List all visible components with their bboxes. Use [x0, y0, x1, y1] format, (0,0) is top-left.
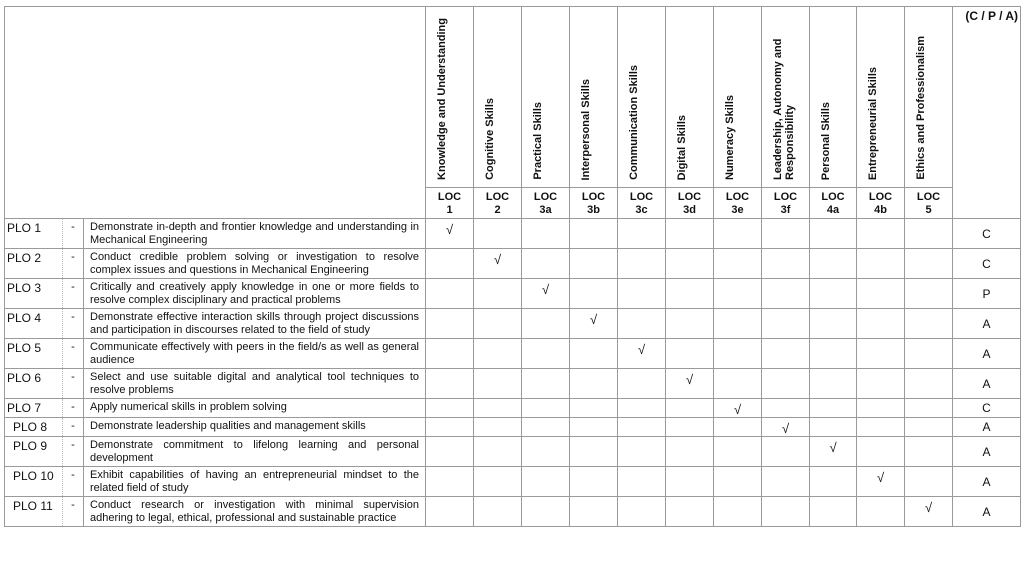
empty-cell — [426, 399, 474, 418]
check-mark-cell: √ — [474, 249, 522, 279]
plo-code: PLO 8 — [5, 418, 63, 437]
empty-cell — [905, 418, 953, 437]
loc-code: 3e — [731, 203, 744, 216]
empty-cell — [570, 279, 618, 309]
empty-cell — [857, 219, 905, 249]
empty-cell — [474, 339, 522, 369]
plo-description: Select and use suitable digital and analytical tool techniques to resolve problems — [84, 369, 426, 399]
table-row — [5, 467, 1021, 497]
empty-cell — [522, 418, 570, 437]
empty-cell — [474, 309, 522, 339]
loc-header — [426, 188, 474, 219]
empty-cell — [714, 497, 762, 527]
plo-code: PLO 6 — [5, 369, 63, 399]
loc-header — [810, 188, 857, 219]
empty-cell — [522, 399, 570, 418]
empty-cell — [426, 339, 474, 369]
dash-separator: - — [63, 369, 84, 399]
empty-cell — [426, 249, 474, 279]
empty-cell — [666, 418, 714, 437]
empty-cell — [426, 279, 474, 309]
dash-separator: - — [63, 339, 84, 369]
empty-cell — [426, 418, 474, 437]
empty-cell — [666, 467, 714, 497]
empty-cell — [618, 219, 666, 249]
plo-code: PLO 4 — [5, 309, 63, 339]
loc-code: 1 — [446, 203, 453, 216]
empty-cell — [857, 437, 905, 467]
loc-header — [857, 188, 905, 219]
empty-cell — [762, 279, 810, 309]
empty-cell — [522, 309, 570, 339]
check-mark-cell: √ — [810, 437, 857, 467]
cpa-value: A — [953, 467, 1021, 497]
empty-cell — [570, 497, 618, 527]
cpa-value: A — [953, 497, 1021, 527]
empty-cell — [810, 339, 857, 369]
empty-cell — [905, 219, 953, 249]
loc-label: LOC — [629, 190, 654, 203]
empty-cell — [570, 219, 618, 249]
loc-label: LOC — [725, 190, 750, 203]
loc-header — [474, 188, 522, 219]
empty-cell — [762, 369, 810, 399]
table-row — [5, 219, 1021, 249]
empty-cell — [810, 497, 857, 527]
loc-label: LOC — [916, 190, 941, 203]
empty-cell — [714, 467, 762, 497]
plo-description: Demonstrate effective interaction skills through project discussions and participation in discourses related to the field of study — [84, 309, 426, 339]
loc-label: LOC — [581, 190, 606, 203]
empty-cell — [570, 339, 618, 369]
empty-cell — [857, 339, 905, 369]
dash-separator: - — [63, 497, 84, 527]
empty-cell — [618, 437, 666, 467]
empty-cell — [666, 399, 714, 418]
empty-cell — [714, 339, 762, 369]
skill-name: Practical Skills — [532, 102, 545, 180]
check-mark-cell: √ — [618, 339, 666, 369]
loc-label: LOC — [868, 190, 893, 203]
empty-cell — [426, 309, 474, 339]
loc-code: 5 — [925, 203, 932, 216]
check-mark-cell: √ — [857, 467, 905, 497]
loc-label: LOC — [485, 190, 510, 203]
loc-header — [714, 188, 762, 219]
cpa-value: C — [953, 219, 1021, 249]
loc-code: 4b — [874, 203, 887, 216]
empty-cell — [618, 418, 666, 437]
plo-description: Conduct research or investigation with minimal supervision adhering to legal, ethical, professional and sustainable practice — [84, 497, 426, 527]
empty-cell — [810, 249, 857, 279]
empty-cell — [522, 219, 570, 249]
empty-cell — [618, 249, 666, 279]
empty-cell — [810, 309, 857, 339]
table-row — [5, 339, 1021, 369]
table-row — [5, 399, 1021, 418]
empty-cell — [762, 249, 810, 279]
empty-cell — [426, 437, 474, 467]
empty-cell — [522, 369, 570, 399]
skill-header — [714, 7, 762, 188]
plo-code: PLO 11 — [5, 497, 63, 527]
empty-cell — [810, 399, 857, 418]
skill-name: Interpersonal Skills — [580, 78, 593, 180]
plo-code: PLO 1 — [5, 219, 63, 249]
loc-code: 3a — [539, 203, 552, 216]
loc-code: 3c — [635, 203, 648, 216]
empty-cell — [810, 467, 857, 497]
empty-cell — [905, 399, 953, 418]
empty-cell — [666, 339, 714, 369]
empty-cell — [905, 249, 953, 279]
loc-header — [905, 188, 953, 219]
empty-cell — [474, 437, 522, 467]
cpa-value: A — [953, 309, 1021, 339]
plo-description: Demonstrate leadership qualities and management skills — [84, 418, 426, 437]
empty-cell — [570, 249, 618, 279]
skill-header — [905, 7, 953, 188]
check-mark-cell: √ — [426, 219, 474, 249]
skill-header — [810, 7, 857, 188]
empty-cell — [714, 309, 762, 339]
empty-cell — [857, 369, 905, 399]
empty-cell — [474, 497, 522, 527]
empty-cell — [570, 437, 618, 467]
empty-cell — [666, 437, 714, 467]
empty-cell — [905, 279, 953, 309]
table-row — [5, 418, 1021, 437]
cpa-value: A — [953, 339, 1021, 369]
cpa-header: (C / P / A) — [953, 7, 1021, 219]
empty-cell — [905, 467, 953, 497]
check-mark-cell: √ — [905, 497, 953, 527]
empty-cell — [666, 249, 714, 279]
skill-header — [522, 7, 570, 188]
loc-label: LOC — [773, 190, 798, 203]
empty-cell — [570, 418, 618, 437]
dash-separator: - — [63, 437, 84, 467]
plo-code: PLO 2 — [5, 249, 63, 279]
check-mark-cell: √ — [522, 279, 570, 309]
skill-name: Digital Skills — [676, 114, 689, 180]
empty-cell — [714, 369, 762, 399]
skill-name: Leadership, Autonomy and Responsibility — [772, 38, 797, 180]
cpa-value: A — [953, 418, 1021, 437]
check-mark-cell: √ — [570, 309, 618, 339]
empty-cell — [762, 467, 810, 497]
loc-code: 2 — [494, 203, 501, 216]
empty-cell — [762, 339, 810, 369]
check-mark-cell: √ — [666, 369, 714, 399]
empty-cell — [522, 249, 570, 279]
plo-description: Conduct credible problem solving or investigation to resolve complex issues and questions in Mechanical Engineering — [84, 249, 426, 279]
empty-cell — [426, 369, 474, 399]
plo-description: Exhibit capabilities of having an entrepreneurial mindset to the related field of study — [84, 467, 426, 497]
empty-cell — [857, 497, 905, 527]
empty-cell — [762, 219, 810, 249]
empty-cell — [522, 467, 570, 497]
loc-header — [666, 188, 714, 219]
dash-separator: - — [63, 418, 84, 437]
check-mark-cell: √ — [762, 418, 810, 437]
cpa-value: C — [953, 249, 1021, 279]
empty-cell — [857, 418, 905, 437]
empty-cell — [762, 497, 810, 527]
plo-description: Demonstrate in-depth and frontier knowledge and understanding in Mechanical Engineering — [84, 219, 426, 249]
plo-code: PLO 10 — [5, 467, 63, 497]
cpa-value: A — [953, 369, 1021, 399]
plo-code: PLO 9 — [5, 437, 63, 467]
dash-separator: - — [63, 309, 84, 339]
empty-cell — [905, 437, 953, 467]
table-row — [5, 369, 1021, 399]
loc-header — [522, 188, 570, 219]
empty-cell — [618, 369, 666, 399]
empty-cell — [857, 309, 905, 339]
empty-cell — [857, 279, 905, 309]
loc-label: LOC — [533, 190, 558, 203]
loc-header — [570, 188, 618, 219]
empty-cell — [762, 399, 810, 418]
empty-cell — [522, 437, 570, 467]
skill-name: Entrepreneurial Skills — [867, 66, 880, 180]
skill-header — [426, 7, 474, 188]
empty-cell — [522, 497, 570, 527]
empty-cell — [522, 339, 570, 369]
skill-header — [474, 7, 522, 188]
loc-header — [618, 188, 666, 219]
empty-cell — [714, 249, 762, 279]
empty-cell — [714, 418, 762, 437]
header-row-skills — [5, 7, 1021, 188]
skill-header — [570, 7, 618, 188]
skill-name: Knowledge and Understanding — [436, 18, 449, 180]
empty-cell — [810, 219, 857, 249]
table-row — [5, 497, 1021, 527]
loc-header — [762, 188, 810, 219]
loc-label: LOC — [437, 190, 462, 203]
empty-cell — [570, 467, 618, 497]
skill-name: Personal Skills — [820, 101, 833, 180]
plo-code: PLO 7 — [5, 399, 63, 418]
empty-cell — [474, 279, 522, 309]
empty-cell — [474, 467, 522, 497]
plo-description: Apply numerical skills in problem solving — [84, 399, 426, 418]
loc-code: 3f — [780, 203, 791, 216]
dash-separator: - — [63, 399, 84, 418]
skill-name: Cognitive Skills — [484, 98, 497, 180]
cpa-value: C — [953, 399, 1021, 418]
empty-cell — [474, 369, 522, 399]
empty-cell — [810, 279, 857, 309]
dash-separator: - — [63, 467, 84, 497]
empty-cell — [905, 339, 953, 369]
empty-cell — [618, 467, 666, 497]
skill-name: Numeracy Skills — [724, 95, 737, 180]
empty-cell — [714, 437, 762, 467]
table-row — [5, 249, 1021, 279]
empty-cell — [618, 279, 666, 309]
plo-description: Critically and creatively apply knowledge in one or more fields to resolve complex disciplinary and practical problems — [84, 279, 426, 309]
empty-cell — [618, 497, 666, 527]
empty-cell — [857, 399, 905, 418]
empty-cell — [426, 467, 474, 497]
skill-name: Communication Skills — [628, 65, 641, 180]
empty-cell — [810, 418, 857, 437]
table-header — [5, 7, 1021, 219]
dash-separator: - — [63, 249, 84, 279]
empty-cell — [570, 369, 618, 399]
dash-separator: - — [63, 219, 84, 249]
empty-cell — [762, 309, 810, 339]
empty-cell — [905, 309, 953, 339]
cpa-value: P — [953, 279, 1021, 309]
plo-loc-mapping-table — [4, 6, 1021, 527]
loc-code: 4a — [826, 203, 840, 216]
header-blank — [5, 7, 426, 219]
plo-code: PLO 3 — [5, 279, 63, 309]
plo-code: PLO 5 — [5, 339, 63, 369]
empty-cell — [618, 399, 666, 418]
check-mark-cell: √ — [714, 399, 762, 418]
loc-code: 3d — [683, 203, 696, 216]
empty-cell — [714, 279, 762, 309]
plo-description: Demonstrate commitment to lifelong learning and personal development — [84, 437, 426, 467]
empty-cell — [666, 219, 714, 249]
empty-cell — [666, 497, 714, 527]
empty-cell — [570, 399, 618, 418]
skill-name: Ethics and Professionalism — [915, 36, 928, 180]
loc-code: 3b — [587, 203, 600, 216]
empty-cell — [474, 219, 522, 249]
dash-separator: - — [63, 279, 84, 309]
table-row — [5, 309, 1021, 339]
empty-cell — [426, 497, 474, 527]
empty-cell — [474, 418, 522, 437]
skill-header — [762, 7, 810, 188]
table-body — [5, 219, 1021, 527]
empty-cell — [474, 399, 522, 418]
table-row — [5, 437, 1021, 467]
cpa-value: A — [953, 437, 1021, 467]
empty-cell — [762, 437, 810, 467]
empty-cell — [905, 369, 953, 399]
empty-cell — [857, 249, 905, 279]
empty-cell — [810, 369, 857, 399]
loc-label: LOC — [677, 190, 702, 203]
empty-cell — [618, 309, 666, 339]
skill-header — [618, 7, 666, 188]
skill-header — [666, 7, 714, 188]
empty-cell — [666, 309, 714, 339]
skill-header — [857, 7, 905, 188]
table-row — [5, 279, 1021, 309]
empty-cell — [666, 279, 714, 309]
plo-description: Communicate effectively with peers in the field/s as well as general audience — [84, 339, 426, 369]
empty-cell — [714, 219, 762, 249]
loc-label: LOC — [821, 190, 845, 203]
